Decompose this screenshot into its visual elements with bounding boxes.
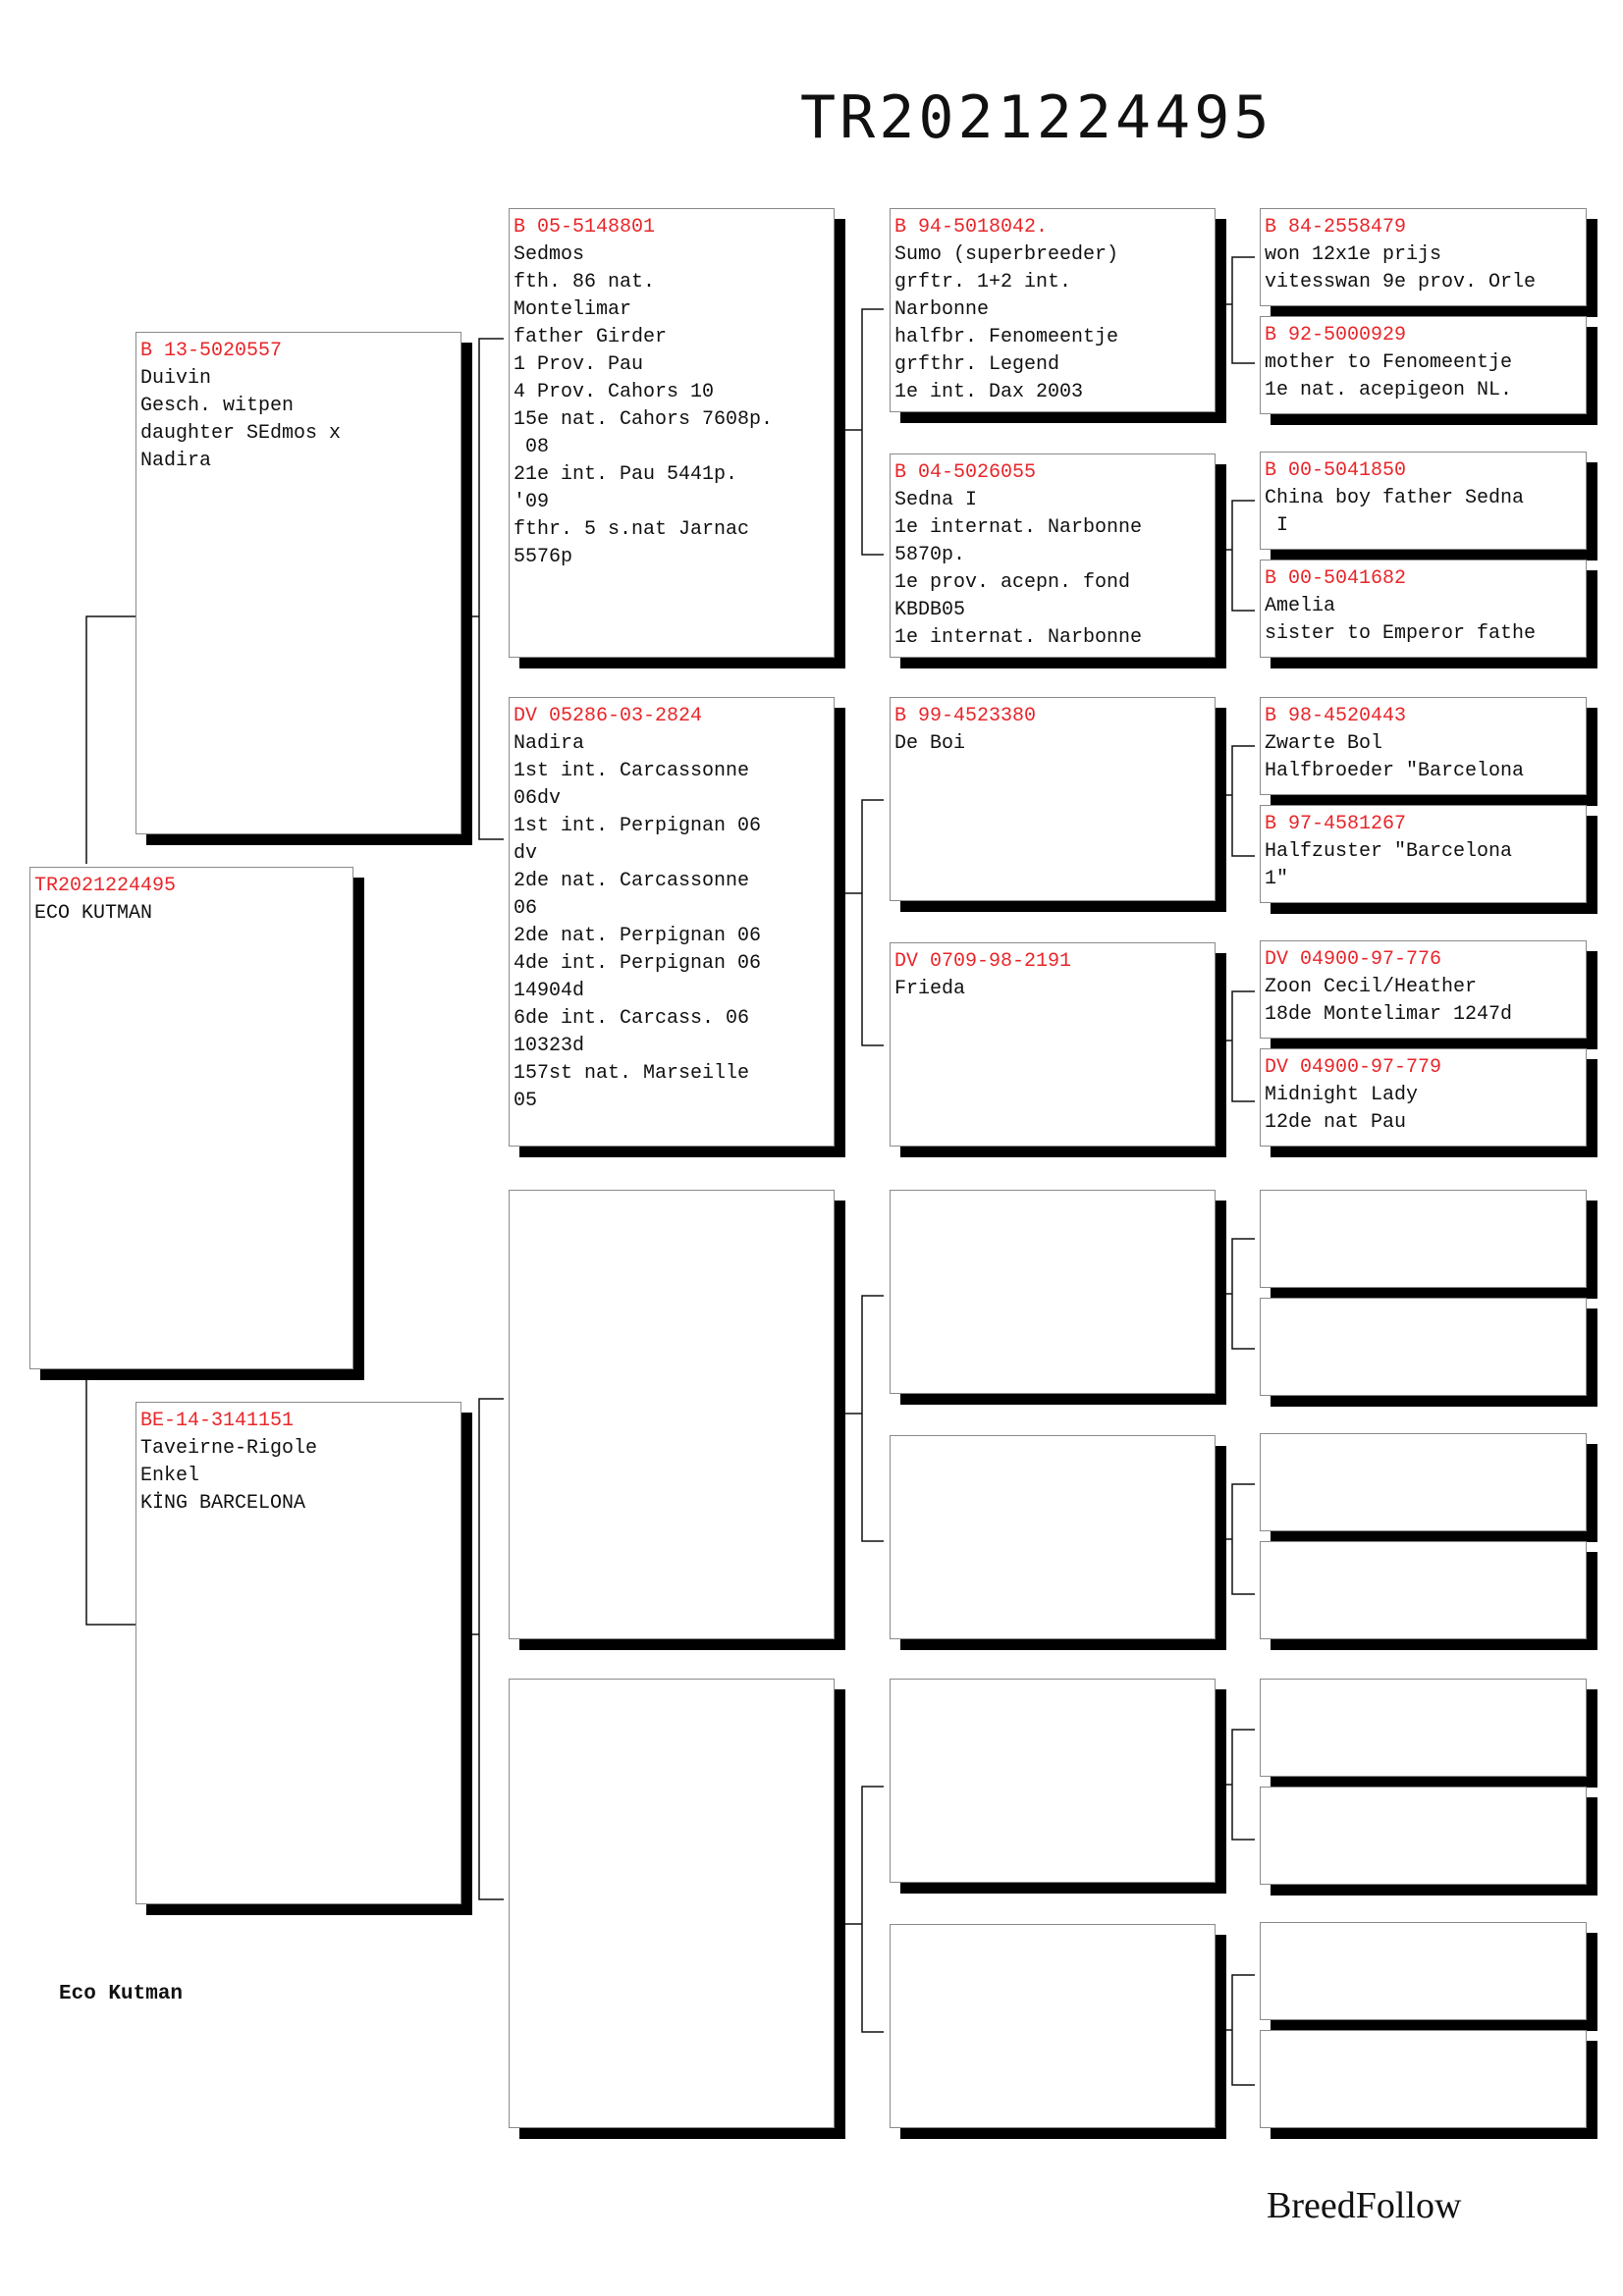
info-line: Taveirne-Rigole <box>140 1437 318 1460</box>
brand-logo: BreedFollow <box>1267 2185 1462 2226</box>
ring-number: BE-14-3141151 <box>140 1410 295 1432</box>
info-line: 05 <box>514 1090 538 1112</box>
empty-card[interactable] <box>1260 1298 1587 1396</box>
info-line: 1st int. Perpignan 06 <box>514 815 762 837</box>
info-line: Sedmos <box>514 243 585 266</box>
info-line: 14904d <box>514 980 585 1002</box>
dss-card[interactable] <box>890 1190 1216 1394</box>
info-line: 12de nat Pau <box>1265 1111 1407 1134</box>
info-line: fthr. 5 s.nat Jarnac <box>514 518 750 541</box>
info-line: Sumo (superbreeder) <box>894 243 1119 266</box>
info-line: 1st int. Carcassonne <box>514 760 750 782</box>
info-line: 6de int. Carcass. 06 <box>514 1007 750 1030</box>
info-line: Zoon Cecil/Heather <box>1265 976 1478 998</box>
info-line: mother to Fenomeentje <box>1265 351 1513 374</box>
dam-dam-card[interactable] <box>509 1679 835 2128</box>
info-line: Narbonne <box>894 298 990 321</box>
info-line: China boy father Sedna <box>1265 487 1525 509</box>
ring-number: DV 05286-03-2824 <box>514 705 703 727</box>
empty-card[interactable] <box>1260 1433 1587 1531</box>
info-line: grftr. 1+2 int. <box>894 271 1072 294</box>
subject-card[interactable] <box>29 867 353 1369</box>
info-line: De Boi <box>894 732 966 755</box>
info-line: 18de Montelimar 1247d <box>1265 1003 1513 1026</box>
ssds-card[interactable] <box>1260 452 1587 550</box>
ring-number: DV 0709-98-2191 <box>894 950 1072 973</box>
info-line: fth. 86 nat. <box>514 271 656 294</box>
pigeon-name: ECO KUTMAN <box>34 902 153 925</box>
dds-card[interactable] <box>890 1679 1216 1883</box>
info-line: Nadira <box>514 732 585 755</box>
info-line: 06dv <box>514 787 562 810</box>
info-line: KBDB05 <box>894 599 966 621</box>
info-line: 10323d <box>514 1035 585 1057</box>
sdd-card[interactable] <box>890 942 1216 1147</box>
info-line: 2de nat. Carcassonne <box>514 870 750 892</box>
ring-number: B 92-5000929 <box>1265 324 1407 347</box>
info-line: Amelia <box>1265 595 1336 617</box>
ring-number: B 84-2558479 <box>1265 216 1407 239</box>
info-line: 5576p <box>514 546 573 568</box>
info-line: 08 <box>514 436 550 458</box>
empty-card[interactable] <box>1260 2030 1587 2128</box>
info-line: 5870p. <box>894 544 966 566</box>
ring-number: B 13-5020557 <box>140 340 283 362</box>
ring-number: B 97-4581267 <box>1265 813 1407 835</box>
sdsd-card[interactable] <box>1260 805 1587 903</box>
info-line: Halfzuster "Barcelona <box>1265 840 1513 863</box>
info-line: grfthr. Legend <box>894 353 1060 376</box>
dam-sire-card[interactable] <box>509 1190 835 1639</box>
info-line: 1 Prov. Pau <box>514 353 644 376</box>
ring-number: DV 04900-97-776 <box>1265 948 1442 971</box>
sire-sire-card[interactable] <box>509 208 835 658</box>
info-line: 1e int. Dax 2003 <box>894 381 1084 403</box>
ddd-card[interactable] <box>890 1924 1216 2128</box>
info-line: Duivin <box>140 367 212 390</box>
sssd-card[interactable] <box>1260 316 1587 414</box>
ssd-card[interactable] <box>890 454 1216 658</box>
info-line: '09 <box>514 491 550 513</box>
info-line: 21e int. Pau 5441p. <box>514 463 738 486</box>
info-line: 15e nat. Cahors 7608p. <box>514 408 774 431</box>
empty-card[interactable] <box>1260 1541 1587 1639</box>
info-line: Frieda <box>894 978 966 1000</box>
info-line: dv <box>514 842 538 865</box>
ring-number: B 04-5026055 <box>894 461 1037 484</box>
info-line: I <box>1265 514 1289 537</box>
sds-card[interactable] <box>890 697 1216 901</box>
info-line: Montelimar <box>514 298 632 321</box>
sss-card[interactable] <box>890 208 1216 412</box>
info-line: Nadira <box>140 450 212 472</box>
info-line: 157st nat. Marseille <box>514 1062 750 1085</box>
info-line: KİNG BARCELONA <box>140 1492 306 1515</box>
ring-number: DV 04900-97-779 <box>1265 1056 1442 1079</box>
info-line: 2de nat. Perpignan 06 <box>514 925 762 947</box>
sire-dam-card[interactable] <box>509 697 835 1147</box>
info-line: Zwarte Bol <box>1265 732 1383 755</box>
info-line: 1e internat. Narbonne <box>894 516 1143 539</box>
sire-card[interactable] <box>135 332 461 834</box>
sddd-card[interactable] <box>1260 1048 1587 1147</box>
info-line: daughter SEdmos x <box>140 422 342 445</box>
ring-number: TR2021224495 <box>34 875 177 897</box>
sdds-card[interactable] <box>1260 940 1587 1039</box>
info-line: 1" <box>1265 868 1289 890</box>
info-line: Sedna I <box>894 489 978 511</box>
empty-card[interactable] <box>1260 1787 1587 1885</box>
ring-number: B 05-5148801 <box>514 216 656 239</box>
ring-number: B 94-5018042. <box>894 216 1049 239</box>
info-line: won 12x1e prijs <box>1265 243 1442 266</box>
info-line: Enkel <box>140 1465 200 1487</box>
info-line: Halfbroeder "Barcelona <box>1265 760 1525 782</box>
empty-card[interactable] <box>1260 1190 1587 1288</box>
ring-number: B 00-5041682 <box>1265 567 1407 590</box>
info-line: 1e nat. acepigeon NL. <box>1265 379 1513 401</box>
info-line: 1e internat. Narbonne <box>894 626 1143 649</box>
footer-name: Eco Kutman <box>59 1983 184 2005</box>
page-title: TR2021224495 <box>800 83 1273 152</box>
info-line: halfbr. Fenomeentje <box>894 326 1119 348</box>
info-line: 4de int. Perpignan 06 <box>514 952 762 975</box>
dsd-card[interactable] <box>890 1435 1216 1639</box>
info-line: Gesch. witpen <box>140 395 295 417</box>
sdss-card[interactable] <box>1260 697 1587 795</box>
ring-number: B 98-4520443 <box>1265 705 1407 727</box>
ring-number: B 99-4523380 <box>894 705 1037 727</box>
ring-number: B 00-5041850 <box>1265 459 1407 482</box>
info-line: 4 Prov. Cahors 10 <box>514 381 715 403</box>
info-line: sister to Emperor fathe <box>1265 622 1537 645</box>
ssdd-card[interactable] <box>1260 560 1587 658</box>
ssss-card[interactable] <box>1260 208 1587 306</box>
empty-card[interactable] <box>1260 1922 1587 2020</box>
empty-card[interactable] <box>1260 1679 1587 1777</box>
info-line: vitesswan 9e prov. Orle <box>1265 271 1537 294</box>
info-line: father Girder <box>514 326 668 348</box>
info-line: 1e prov. acepn. fond <box>894 571 1131 594</box>
info-line: Midnight Lady <box>1265 1084 1419 1106</box>
info-line: 06 <box>514 897 538 920</box>
dam-card[interactable] <box>135 1402 461 1904</box>
